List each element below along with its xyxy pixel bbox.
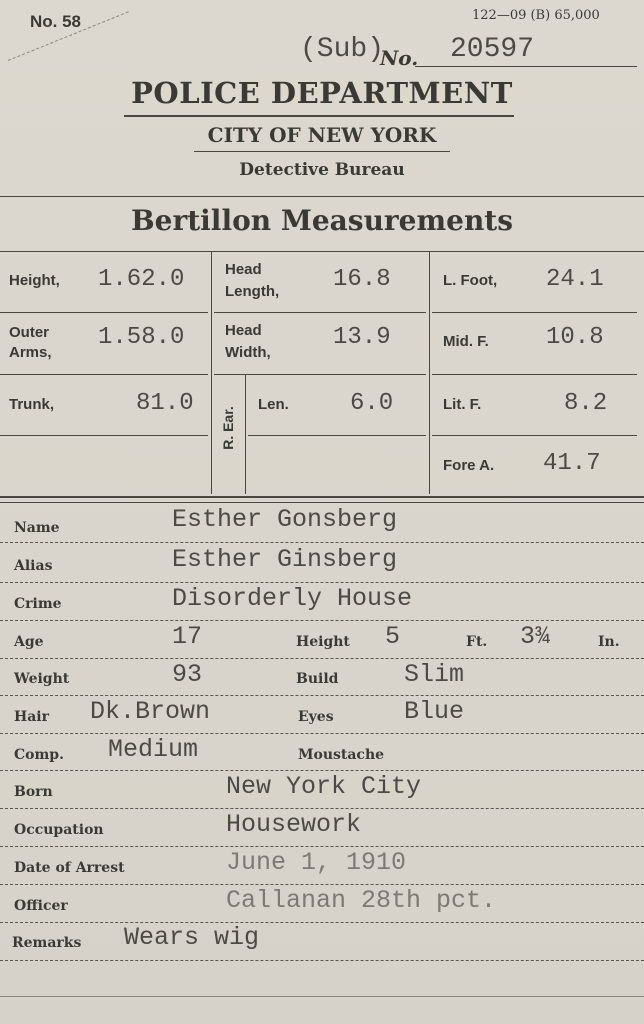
ear-divider [245, 375, 246, 494]
ear-len-value: 6.0 [350, 390, 394, 417]
officer-value: Callanan 28th pct. [226, 886, 497, 915]
weight-value: 93 [172, 660, 203, 689]
divider-line [0, 196, 644, 197]
grid-row-line [214, 374, 426, 375]
trunk-value: 81.0 [136, 390, 194, 417]
record-number: 20597 [450, 34, 535, 65]
height-inches-value: 3¾ [520, 622, 551, 651]
no-label: No. [380, 46, 419, 70]
city-underline [194, 151, 450, 152]
record-number-underline [415, 66, 637, 67]
city-title: CITY OF NEW YORK [207, 123, 437, 147]
row-rule [0, 542, 644, 543]
grid-col-divider-2 [429, 251, 430, 494]
print-code: 122—09 (B) 65,000 [472, 8, 600, 23]
height-label: Height [296, 634, 350, 650]
row-rule [0, 695, 644, 696]
grid-row-line [432, 312, 637, 313]
row-rule [0, 922, 644, 923]
department-underline [124, 115, 514, 117]
lit-f-value: 8.2 [564, 390, 608, 417]
occupation-value: Housework [226, 810, 362, 839]
grid-row-line [432, 374, 637, 375]
bureau-title: Detective Bureau [239, 160, 405, 180]
bottom-rule [0, 996, 644, 997]
weight-label: Weight [14, 671, 70, 687]
occupation-label: Occupation [14, 822, 104, 838]
section-title: Bertillon Measurements [131, 204, 513, 237]
remarks-label: Remarks [12, 935, 82, 951]
hair-value: Dk.Brown [90, 697, 211, 726]
mid-f-label: Mid. F. [443, 333, 489, 350]
remarks-value: Wears wig [124, 923, 260, 952]
row-rule [0, 770, 644, 771]
lit-f-label: Lit. F. [443, 396, 482, 413]
outer-arms-label-line2: Arms, [9, 344, 52, 361]
alias-value: Esther Ginsberg [172, 545, 398, 574]
r-ear-label: R. Ear. [220, 406, 236, 450]
grid-top-line [0, 251, 644, 252]
moustache-label: Moustache [298, 747, 385, 763]
height-meas-label: Height, [9, 272, 60, 289]
born-label: Born [14, 784, 53, 800]
eyes-label: Eyes [298, 709, 334, 725]
height-in-label: In. [598, 634, 620, 650]
outer-arms-value: 1.58.0 [98, 324, 185, 351]
row-rule [0, 846, 644, 847]
grid-bottom-line [0, 496, 644, 498]
head-length-label-line1: Head [225, 261, 262, 278]
row-rule [0, 582, 644, 583]
name-value: Esther Gonsberg [172, 505, 398, 534]
age-label: Age [14, 634, 44, 650]
eyes-value: Blue [404, 697, 465, 726]
head-length-value: 16.8 [333, 266, 391, 293]
crime-value: Disorderly House [172, 584, 413, 613]
grid-row-line [248, 435, 426, 436]
grid-row-line [0, 374, 208, 375]
alias-label: Alias [14, 558, 53, 574]
row-rule [0, 658, 644, 659]
build-label: Build [296, 671, 339, 687]
grid-row-line [0, 435, 208, 436]
comp-value: Medium [108, 735, 199, 764]
name-label: Name [14, 520, 60, 536]
department-title: POLICE DEPARTMENT [131, 76, 513, 110]
build-value: Slim [404, 660, 465, 689]
ear-len-label: Len. [258, 396, 289, 413]
grid-col-divider-1 [211, 251, 212, 494]
l-foot-value: 24.1 [546, 266, 604, 293]
row-rule [0, 960, 644, 961]
row-rule [0, 620, 644, 621]
row-rule [0, 808, 644, 809]
officer-label: Officer [14, 898, 68, 914]
head-width-label-line2: Width, [225, 344, 271, 361]
record-top-line [0, 502, 644, 503]
grid-row-line [0, 312, 208, 313]
height-meas-value: 1.62.0 [98, 266, 185, 293]
fore-a-label: Fore A. [443, 457, 495, 474]
mid-f-value: 10.8 [546, 324, 604, 351]
outer-arms-label-line1: Outer [9, 324, 50, 341]
grid-row-line [214, 312, 426, 313]
card-number: No. 58 [30, 12, 82, 31]
hair-label: Hair [14, 709, 49, 725]
l-foot-label: L. Foot, [443, 272, 498, 289]
height-feet-value: 5 [385, 622, 401, 651]
comp-label: Comp. [14, 747, 64, 763]
trunk-label: Trunk, [9, 396, 55, 413]
date-of-arrest-label: Date of Arrest [14, 860, 125, 876]
born-value: New York City [226, 772, 422, 801]
fore-a-value: 41.7 [543, 450, 601, 477]
sub-prefix: (Sub) [300, 34, 385, 65]
crime-label: Crime [14, 596, 62, 612]
row-rule [0, 733, 644, 734]
head-width-label-line1: Head [225, 322, 262, 339]
head-width-value: 13.9 [333, 324, 391, 351]
age-value: 17 [172, 622, 203, 651]
row-rule [0, 884, 644, 885]
head-length-label-line2: Length, [225, 283, 280, 300]
height-ft-label: Ft. [466, 634, 488, 650]
date-of-arrest-value: June 1, 1910 [226, 848, 407, 877]
grid-row-line [432, 435, 637, 436]
